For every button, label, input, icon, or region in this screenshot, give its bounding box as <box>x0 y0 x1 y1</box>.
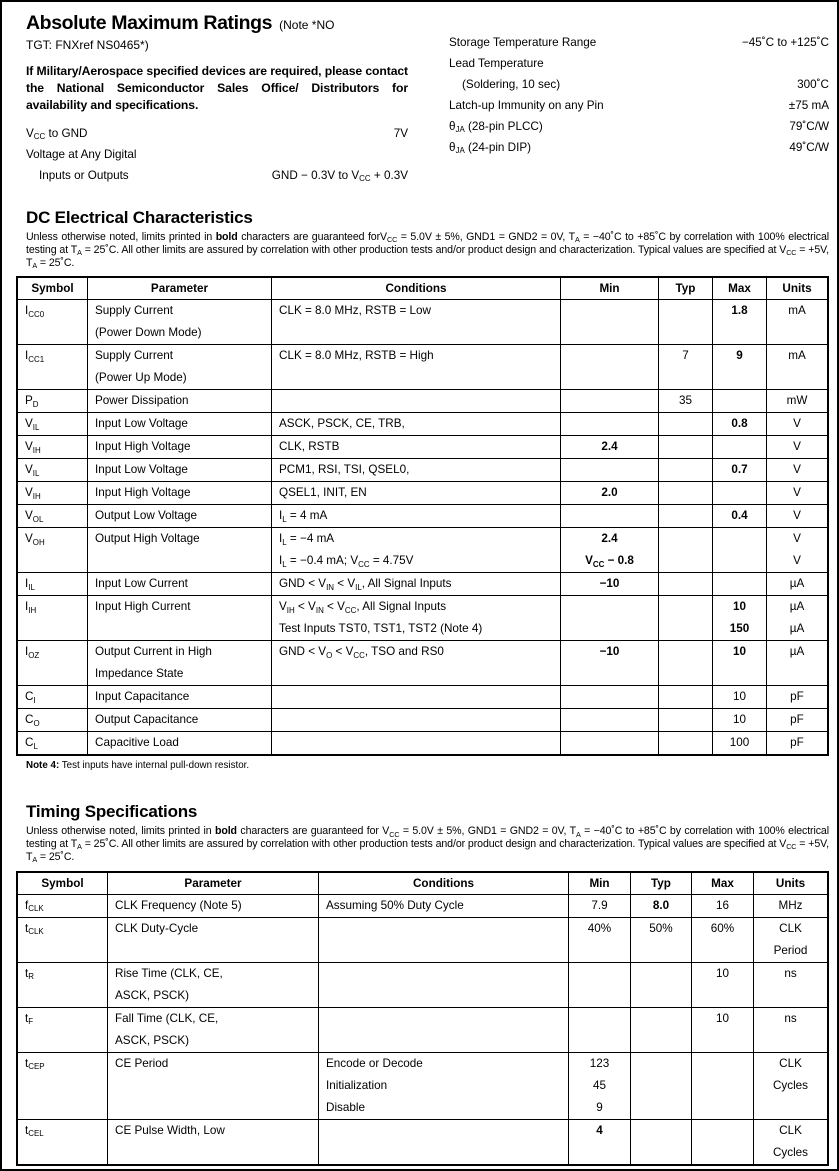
table-cell <box>659 596 713 641</box>
table-cell: $I_{IH}$ <box>18 596 88 641</box>
table-row <box>18 413 827 436</box>
table-cell: −10 <box>561 573 659 596</box>
table-row <box>18 641 827 686</box>
table-cell: V <box>767 482 827 505</box>
timing-specifications-table <box>16 871 829 1166</box>
table-cell: $C_O$ <box>18 709 88 732</box>
table-cell: $V_{OL}$ <box>18 505 88 528</box>
table-cell <box>659 686 713 709</box>
table-cell <box>659 709 713 732</box>
table-cell: $V_{OH}$ <box>18 528 88 573</box>
table-cell: Input Low Current <box>88 573 272 596</box>
rating-value: 49˚C/W <box>789 141 829 154</box>
absolute-maximum-ratings-section <box>2 2 837 186</box>
table-cell: $P_D$ <box>18 390 88 413</box>
table-cell <box>659 573 713 596</box>
column-header: Symbol <box>18 873 108 895</box>
note-4-label: Note 4: <box>26 760 60 772</box>
table-cell <box>319 1120 569 1164</box>
table-cell: 100 <box>713 732 767 754</box>
table-cell: $t_{CEL}$ <box>18 1120 108 1164</box>
table-cell <box>319 918 569 963</box>
table-cell <box>272 709 561 732</box>
table-cell: $V_{IH}$ <box>18 436 88 459</box>
table-cell: µA <box>767 573 827 596</box>
rating-value: ±75 mA <box>788 99 829 112</box>
dc-characteristics-title: DC Electrical Characteristics <box>26 208 253 227</box>
table-cell <box>561 413 659 436</box>
rating-row <box>26 165 408 186</box>
table-cell: CLK = 8.0 MHz, RSTB = High <box>272 345 561 390</box>
rating-row <box>449 32 829 53</box>
table-row <box>18 436 827 459</box>
abs-max-title-note: (Note *NO <box>279 18 335 32</box>
table-cell: PCM1, RSI, TSI, QSEL0, <box>272 459 561 482</box>
table-cell: Power Dissipation <box>88 390 272 413</box>
dc-intro-text: Unless otherwise noted, limits printed in bold characters are guaranteed forV$_{CC}$ = 5.0V ± 5%, GND1 = GND2 = 0V, $T_A$ = −40˚C to +85˚C by correlation with 100% electrical testing at $T_A$ = 25˚C. All other limits are assured by correlation with other production tests and/or product design and characterization. Typical values are specified at $V_{CC} = +5V$, $T_A$ = 25˚C. <box>26 231 829 270</box>
table-cell <box>692 1053 754 1120</box>
table-cell <box>659 459 713 482</box>
table-cell <box>659 528 713 573</box>
table-cell: $t_{CEP}$ <box>18 1053 108 1120</box>
table-cell <box>319 963 569 1008</box>
dc-characteristics-table <box>16 276 829 756</box>
rating-value: GND − 0.3V to $V_{CC} + 0.3V$ <box>271 169 408 184</box>
table-row <box>18 918 827 963</box>
table-cell: Input Low Voltage <box>88 459 272 482</box>
table-cell: 16 <box>692 895 754 918</box>
column-header: Min <box>561 278 659 300</box>
table-cell: $I_{IL}$ <box>18 573 88 596</box>
column-header: Units <box>767 278 827 300</box>
table-cell: V <box>767 413 827 436</box>
table-cell: Assuming 50% Duty Cycle <box>319 895 569 918</box>
table-cell: 0.8 <box>713 413 767 436</box>
table-cell <box>561 596 659 641</box>
table-cell: 0.4 <box>713 505 767 528</box>
table-cell: ASCK, PSCK, CE, TRB, <box>272 413 561 436</box>
rating-row <box>449 95 829 116</box>
table-cell: ns <box>754 963 827 1008</box>
table-cell: $t_R$ <box>18 963 108 1008</box>
table-cell <box>713 436 767 459</box>
table-cell <box>272 686 561 709</box>
table-cell: 10 <box>713 641 767 686</box>
table-row <box>18 1120 827 1164</box>
table-cell <box>561 505 659 528</box>
table-cell <box>692 1120 754 1164</box>
table-cell: µA µA <box>767 596 827 641</box>
table-row <box>18 482 827 505</box>
military-aerospace-notice: If Military/Aerospace specified devices are required, please contact the National Semiconductor Sales Office/ Distributors for availability and specifications. <box>26 64 409 112</box>
table-cell: $f_{CLK}$ <box>18 895 108 918</box>
table-cell: µA <box>767 641 827 686</box>
rating-row <box>449 116 829 137</box>
table-cell: Input Capacitance <box>88 686 272 709</box>
table-cell: $t_F$ <box>18 1008 108 1053</box>
table-cell <box>713 573 767 596</box>
table-cell: 50% <box>631 918 692 963</box>
table-cell: GND < $V_O < V_{CC}$, TSO and RS0 <box>272 641 561 686</box>
table-cell: mW <box>767 390 827 413</box>
table-cell: CLK, RSTB <box>272 436 561 459</box>
table-cell: ns <box>754 1008 827 1053</box>
table-row <box>18 596 827 641</box>
table-cell: 0.7 <box>713 459 767 482</box>
table-cell <box>713 482 767 505</box>
dc-electrical-characteristics-section <box>2 208 837 771</box>
table-cell <box>272 390 561 413</box>
rating-value: −45˚C to +125˚C <box>741 36 829 49</box>
table-cell <box>561 345 659 390</box>
abs-max-left-column <box>26 12 408 186</box>
table-cell: V V <box>767 528 827 573</box>
table-row <box>18 1053 827 1120</box>
table-cell: $I_{CC1}$ <box>18 345 88 390</box>
rating-label: $V_{CC}$ to GND <box>26 127 88 142</box>
table-cell: Output Low Voltage <box>88 505 272 528</box>
table-cell: 10 <box>713 709 767 732</box>
abs-max-title-line <box>26 12 408 35</box>
table-row <box>18 505 827 528</box>
column-header: Parameter <box>108 873 319 895</box>
table-cell: pF <box>790 736 804 750</box>
table-cell: CE Pulse Width, Low <box>108 1120 319 1164</box>
table-cell <box>659 482 713 505</box>
table-cell: Rise Time (CLK, CE, ASCK, PSCK) <box>108 963 319 1008</box>
table-cell: Supply Current (Power Up Mode) <box>88 345 272 390</box>
table-cell: 7.9 <box>569 895 631 918</box>
table-row <box>18 895 827 918</box>
table-cell <box>659 641 713 686</box>
table-cell: 8.0 <box>631 895 692 918</box>
table-cell: QSEL1, INIT, EN <box>272 482 561 505</box>
table-row <box>18 528 827 573</box>
table-cell <box>561 709 659 732</box>
table-cell: $V_{IL}$ <box>18 413 88 436</box>
table-cell <box>631 1053 692 1120</box>
table-cell: 60% <box>692 918 754 963</box>
table-cell: 2.4 $V_{CC} - 0.8$ <box>561 528 659 573</box>
rating-value: 7V <box>393 127 408 140</box>
table-cell <box>569 1008 631 1053</box>
table-header-row <box>18 873 827 895</box>
table-cell: Fall Time (CLK, CE, ASCK, PSCK) <box>108 1008 319 1053</box>
table-cell: mA <box>767 345 827 390</box>
table-cell <box>569 963 631 1008</box>
table-cell: $C_L$ <box>18 732 88 754</box>
table-cell: 2.0 <box>561 482 659 505</box>
rating-row <box>26 144 408 165</box>
table-cell: 9 <box>713 345 767 390</box>
table-cell: $t_{CLK}$ <box>18 918 108 963</box>
table-cell: pF <box>767 686 827 709</box>
table-cell: 7 <box>659 345 713 390</box>
rating-label: Voltage at Any Digital <box>26 148 137 161</box>
table-row <box>18 390 827 413</box>
table-cell: Capacitive Load <box>88 732 272 754</box>
table-cell: V <box>767 459 827 482</box>
table-cell: 10 <box>713 686 767 709</box>
table-cell: 2.4 <box>561 436 659 459</box>
table-cell <box>631 1008 692 1053</box>
abs-max-ratings-list-right <box>408 21 829 186</box>
rating-row <box>449 53 829 74</box>
table-row <box>18 300 827 345</box>
table-cell: CLK Cycles <box>772 1123 809 1159</box>
table-row <box>18 459 827 482</box>
table-cell: Input High Voltage <box>88 436 272 459</box>
table-cell <box>631 963 692 1008</box>
table-row <box>18 732 827 754</box>
table-cell: 10 150 <box>713 596 767 641</box>
table-cell: $C_I$ <box>18 686 88 709</box>
table-cell <box>272 732 561 754</box>
table-cell <box>713 528 767 573</box>
table-cell: CLK Duty-Cycle <box>108 918 319 963</box>
table-cell: Encode or Decode Initialization Disable <box>319 1053 569 1120</box>
column-header: Typ <box>631 873 692 895</box>
rating-row <box>26 123 408 144</box>
table-cell: CLK Frequency (Note 5) <box>108 895 319 918</box>
rating-label: Inputs or Outputs <box>39 169 129 182</box>
table-cell: $I_L = -4$ mA $I_L = -0.4$ mA; $V_{CC} = 4.75V$ <box>272 528 561 573</box>
table-cell: Input High Voltage <box>88 482 272 505</box>
table-cell: $V_{IH} < V_{IN} < V_{CC}$, All Signal Inputs Test Inputs TST0, TST1, TST2 (Note 4) <box>272 596 561 641</box>
rating-row <box>449 137 829 158</box>
table-cell: 123 45 9 <box>569 1053 631 1120</box>
table-cell <box>659 505 713 528</box>
table-cell <box>713 390 767 413</box>
table-cell: $V_{IH}$ <box>18 482 88 505</box>
table-cell: Input Low Voltage <box>88 413 272 436</box>
table-header-row <box>18 278 827 300</box>
table-cell: $I_{OZ}$ <box>18 641 88 686</box>
table-row <box>18 963 827 1008</box>
table-cell <box>659 300 713 345</box>
abs-max-title: Absolute Maximum Ratings <box>26 12 273 34</box>
table-cell: Input High Current <box>88 596 272 641</box>
abs-max-ratings-list-left <box>26 123 408 186</box>
table-cell: CLK Cycles <box>754 1053 827 1120</box>
table-cell: V <box>767 436 827 459</box>
table-cell: CLK Period <box>754 918 827 963</box>
column-header: Max <box>713 278 767 300</box>
table-cell: 40% <box>569 918 631 963</box>
table-cell: Output High Voltage <box>88 528 272 573</box>
table-cell: −10 <box>561 641 659 686</box>
table-cell: GND < $V_{IN} < V_{IL}$, All Signal Inputs <box>272 573 561 596</box>
table-cell: mA <box>767 300 827 345</box>
rating-label: Storage Temperature Range <box>449 36 597 49</box>
table-row <box>18 709 827 732</box>
column-header: Min <box>569 873 631 895</box>
rating-label: Latch-up Immunity on any Pin <box>449 99 604 112</box>
table-cell: 10 <box>692 963 754 1008</box>
table-cell <box>561 390 659 413</box>
table-cell <box>659 436 713 459</box>
column-header: Conditions <box>319 873 569 895</box>
table-row <box>18 345 827 390</box>
rating-label: $\theta_{JA}$ (24-pin DIP) <box>449 141 532 156</box>
table-cell <box>561 300 659 345</box>
column-header: Max <box>692 873 754 895</box>
table-cell: pF <box>767 709 827 732</box>
table-cell: 10 <box>692 1008 754 1053</box>
timing-specifications-title: Timing Specifications <box>26 802 198 822</box>
table-cell <box>561 686 659 709</box>
rating-value: 300˚C <box>797 78 829 91</box>
table-cell: CLK = 8.0 MHz, RSTB = Low <box>272 300 561 345</box>
rating-label: (Soldering, 10 sec) <box>462 78 561 91</box>
table-cell: Output Current in High Impedance State <box>88 641 272 686</box>
table-cell <box>319 1008 569 1053</box>
table-row <box>18 686 827 709</box>
rating-row <box>449 74 829 95</box>
table-cell: 4 <box>569 1120 631 1164</box>
column-header: Conditions <box>272 278 561 300</box>
note-4 <box>26 760 829 771</box>
table-cell <box>631 1120 692 1164</box>
column-header: Typ <box>659 278 713 300</box>
abs-max-title-note-line2: TGT: FNXref NS0465*) <box>26 38 149 52</box>
rating-value: 79˚C/W <box>789 120 829 133</box>
table-row <box>18 1008 827 1053</box>
table-cell <box>659 732 713 754</box>
timing-specifications-section <box>2 802 837 1165</box>
table-cell <box>561 459 659 482</box>
table-cell: Supply Current (Power Down Mode) <box>88 300 272 345</box>
table-cell: Output Capacitance <box>88 709 272 732</box>
table-cell: 35 <box>659 390 713 413</box>
table-cell: MHz <box>754 895 827 918</box>
column-header: Units <box>754 873 827 895</box>
timing-intro-text: Unless otherwise noted, limits printed in bold characters are guaranteed for $V_{CC} = 5.0V \pm 5\%$, GND1 = GND2 = 0V, $T_A$ = −40˚C to +85˚C by correlation with 100% electrical testing at $T_A$ = 25˚C. All other limits are assured by correlation with other production tests and/or product design and characterization. Typical values are specified at $V_{CC} = +5V$, $T_A$ = 25˚C. <box>26 825 829 865</box>
rating-label: Lead Temperature <box>449 57 544 70</box>
column-header: Parameter <box>88 278 272 300</box>
note-4-text: Test inputs have internal pull-down resistor. <box>59 760 250 772</box>
rating-label: $\theta_{JA}$ (28-pin PLCC) <box>449 120 543 135</box>
table-cell <box>561 732 659 754</box>
column-header: Symbol <box>18 278 88 300</box>
table-cell: $V_{IL}$ <box>18 459 88 482</box>
table-row <box>18 573 827 596</box>
table-cell: V <box>767 505 827 528</box>
table-cell: $I_L = 4$ mA <box>272 505 561 528</box>
table-cell <box>659 413 713 436</box>
table-cell: 1.8 <box>713 300 767 345</box>
table-cell: $I_{CC0}$ <box>18 300 88 345</box>
table-cell: CE Period <box>108 1053 319 1120</box>
